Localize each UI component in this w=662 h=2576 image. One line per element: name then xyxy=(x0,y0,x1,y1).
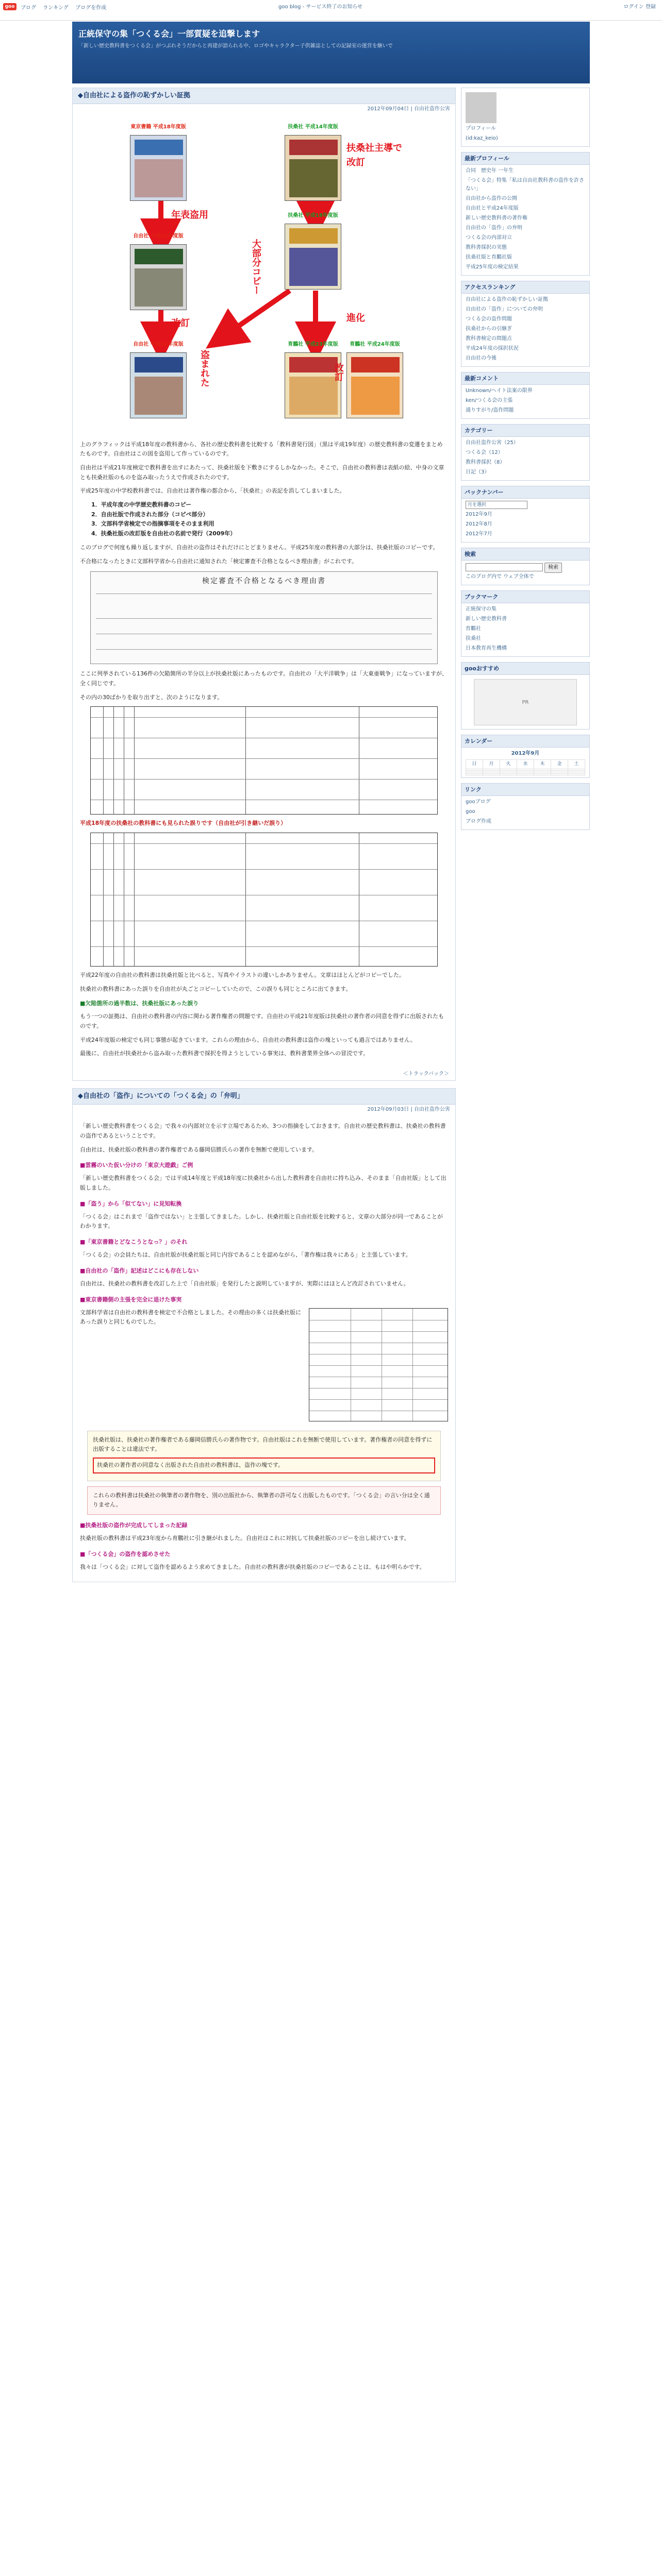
comment-entry[interactable]: Unknown/ヘイト法案の限界 xyxy=(466,388,533,394)
book-jiyusha-h24: 自由社 平成24年度版 xyxy=(130,352,187,418)
calendar xyxy=(461,735,590,777)
calendar-day-header: 木 xyxy=(534,760,551,769)
recent-entry[interactable]: つくる会の内部対立 xyxy=(466,235,512,241)
book-fusosha-h14: 扶桑社 平成14年度版 xyxy=(285,135,341,201)
bookmark-link[interactable]: 育鵬社 xyxy=(466,626,481,632)
rejection-document-title: 検定審査不合格となるべき理由書 xyxy=(202,577,326,586)
label-mostly-copied: 大部分コピー xyxy=(250,239,261,295)
profile-avatar[interactable] xyxy=(466,92,496,123)
top-link-ranking[interactable]: ランキング xyxy=(43,5,69,11)
quote-text: 扶桑社版は、扶桑社の著作権者である藤岡信勝氏らの著作物です。自由社版はこれを無断で使用しています。著作権者の同意を得ずに出版することは違法です。 xyxy=(93,1436,433,1453)
recent-entry[interactable]: 新しい歴史教科書の著作権 xyxy=(466,215,527,222)
goo-recommend xyxy=(461,662,590,730)
footer-link[interactable]: goo xyxy=(466,808,475,815)
paragraph: 自由社は、扶桑社の教科書を改訂した上で「自由社版」を発行したと説明していますが、実際にはほとんど改訂されていません。 xyxy=(80,1280,409,1287)
section-heading: ■東京書籍側の主張を完全に退けた事実 xyxy=(80,1296,182,1303)
paragraph: 最後に、自由社が扶桑社から盗み取った教科書で採択を得ようとしている事実は、教科書業界全体への冒涜です。 xyxy=(80,1050,369,1057)
profile-name[interactable]: プロフィール xyxy=(466,126,496,131)
recent-entries xyxy=(461,152,590,276)
access-ranking xyxy=(461,281,590,367)
blog-description: 「新しい歴史教科書をつくる会」がつぶれそうだからと再建が語られる中、ロゴやキャラクター子供雑誌としての記録室の運営を継いで xyxy=(78,43,393,49)
profile-id: (id:kaz_keio) xyxy=(466,135,498,141)
sidebar-heading: 検索 xyxy=(461,548,589,561)
list-item: 2．自由社版で作成された部分（コピペ部分） xyxy=(91,511,209,518)
paragraph: このブログで何度も繰り返しますが、自由社の盗作はそれだけにとどまりません。平成25年度の教科書の大部分は、扶桑社版のコピーです。 xyxy=(80,544,439,551)
top-links xyxy=(21,4,111,12)
archive-link[interactable]: 2012年7月 xyxy=(466,531,492,537)
quote-box xyxy=(87,1431,441,1481)
blog-header xyxy=(72,22,590,83)
comparison-table xyxy=(309,1308,448,1421)
label-revised-2: 改訂 xyxy=(333,362,344,381)
paragraph: 平成25年度の中学校教科書では、自由社は著作権の都合から、「扶桑社」の表記を消してしまいました。 xyxy=(80,487,345,495)
ad-banner[interactable]: PR xyxy=(474,679,577,725)
article-date[interactable]: 2012年09月04日 | 自由社盗作公害 xyxy=(367,106,450,112)
main-column xyxy=(72,88,456,1589)
paragraph: 自由社は平成21年度検定で教科書を出すにあたって、扶桑社版を下敷きにするしかなかった。そこで、自由社の教科書は表紙の絵、中身の文章とも扶桑社版のものを盗み取ったうえで作成されたのです。 xyxy=(80,464,444,481)
sidebar-heading: ブックマーク xyxy=(461,591,589,603)
footer-link[interactable]: gooブログ xyxy=(466,799,491,805)
article-2 xyxy=(72,1088,456,1582)
comment-entry[interactable]: ken/つくる会の主張 xyxy=(466,398,513,404)
ranking-entry[interactable]: 自由社の今後 xyxy=(466,355,496,362)
section-heading: ■雲霧のいた仮い分けの「東京大遊戯」ご例 xyxy=(80,1162,193,1169)
paragraph: その内の30ばかりを取り出すと、次のようになります。 xyxy=(80,693,223,701)
recent-entry[interactable]: 合同 歴史年 一年生 xyxy=(466,168,514,174)
sidebar-heading: バックナンバー xyxy=(461,486,589,499)
categories xyxy=(461,424,590,481)
top-bar xyxy=(0,0,662,21)
paragraph: 文部科学省は自由社の教科書を検定で不合格としました。その理由の多くは扶桑社版にあった誤りと同じものでした。 xyxy=(80,1309,301,1326)
calendar-day-header: 水 xyxy=(517,760,534,769)
calendar-day-header: 土 xyxy=(568,760,585,769)
search-button[interactable]: 検索 xyxy=(544,563,562,573)
section-heading: ■「つくる会」の盗作を認めさせた xyxy=(80,1550,171,1557)
section-heading: ■扶桑社版の盗作が完成してしまった記録 xyxy=(80,1522,188,1529)
article-1 xyxy=(72,88,456,1081)
paragraph: 「新しい歴史教科書をつくる会」で我々の内部対立を示す立場であるため、3つの指摘をしておきます。自由社の歴史教科書は、扶桑社の教科書の盗作であるということです。 xyxy=(80,1123,446,1139)
calendar-grid xyxy=(466,759,585,775)
search-input[interactable] xyxy=(466,563,543,571)
paragraph: 「つくる会」はこれまで「盗作ではない」と主張してきました。しかし、扶桑社版と自由社版を比較すると、文章の大部分が同一であることがわかります。 xyxy=(80,1213,443,1230)
copy-list xyxy=(80,500,448,539)
archive-select[interactable]: 月を選択 xyxy=(466,501,527,509)
rejection-document xyxy=(90,571,438,664)
defect-table-1 xyxy=(90,706,438,815)
label-stolen: 盗まれた xyxy=(198,349,210,387)
article-date[interactable]: 2012年09月03日 | 自由社盗作公害 xyxy=(367,1106,450,1112)
green-highlight: ■欠陥箇所の過半数は、扶桑社版にあった誤り xyxy=(80,1000,199,1007)
book-fusosha-h18: 扶桑社 平成18年度版 xyxy=(285,224,341,290)
book-ikuhosha-h23: 育鵬社 平成23年度版 xyxy=(285,352,341,418)
ranking-entry[interactable]: 自由社の「盗作」についての弁明 xyxy=(466,307,543,313)
paragraph: 我々は「つくる会」に対して盗作を認めるよう求めてきました。自由社の教科書が扶桑社版のコピーであることは、もはや明らかです。 xyxy=(80,1563,425,1570)
recent-entry[interactable]: 平成25年度の検定結果 xyxy=(466,264,519,270)
category-link[interactable]: 教科書採択（8） xyxy=(466,460,505,466)
recent-comments xyxy=(461,372,590,419)
section-heading: ■自由社の「盗作」記述はどこにも存在しない xyxy=(80,1267,199,1274)
top-link-blog[interactable]: ブログ xyxy=(21,5,36,11)
recent-entry[interactable]: 自由社と平成24年度版 xyxy=(466,206,519,212)
label-fusosha-revision: 扶桑社主導で改訂 xyxy=(346,142,402,168)
sidebar-heading: カレンダー xyxy=(461,735,589,748)
book-tokyo-shoseki-h18: 東京書籍 平成18年度版 xyxy=(130,135,187,201)
calendar-day-header: 火 xyxy=(500,760,517,769)
list-item: 4．扶桑社版の改訂版を自由社の名前で発行（2009年） xyxy=(91,530,236,537)
paragraph: もう一つの証拠は、自由社の教科書の内容に関わる著作権者の問題です。自由社の平成21年度版は扶桑社の著作者の同意を得ずに出版されたものです。 xyxy=(80,1013,444,1030)
recent-entry[interactable]: 教科書採択の実態 xyxy=(466,245,507,251)
paragraph: 扶桑社の教科書にあった誤りを自由社が丸ごとコピーしていたので、この誤りも同じところに出てきます。 xyxy=(80,985,352,992)
profile-box xyxy=(461,88,590,147)
paragraph: 上のグラフィックは平成18年度の教科書から、各社の歴史教科書を比較する「教科書発行図」（黒は平成19年度）の歴史教科書の変遷をまとめたものです。自由社はこの図を盗用して作っているのです。 xyxy=(80,440,443,457)
bookmark-link[interactable]: 新しい歴史教科書 xyxy=(466,616,507,622)
calendar-month: 2012年9月 xyxy=(511,751,540,757)
calendar-day-header: 日 xyxy=(466,760,483,769)
list-item: 3．文部科学省検定での指摘事項をそのまま利用 xyxy=(91,520,214,528)
ranking-entry[interactable]: 平成24年度の採択状況 xyxy=(466,346,519,352)
trackback-link[interactable]: ＜トラックバック＞ xyxy=(403,1071,449,1077)
paragraph: 扶桑社版の教科書は平成23年度から育鵬社に引き継がれました。自由社はこれに対抗して扶桑社版のコピーを出し続けています。 xyxy=(80,1535,410,1542)
paragraph: 「つくる会」の会員たちは、自由社版が扶桑社版と同じ内容であることを認めながら、「著作権は我々にある」と主張しています。 xyxy=(80,1251,411,1259)
sidebar-heading: リンク xyxy=(461,784,589,796)
category-link[interactable]: 日記（3） xyxy=(466,469,490,476)
archive-link[interactable]: 2012年8月 xyxy=(466,521,492,528)
book-jiyusha-h21: 自由社 平成21年度版 xyxy=(130,244,187,310)
recent-entry[interactable]: 扶桑社版と育鵬社版 xyxy=(466,255,512,261)
recent-entry[interactable]: 自由社の「盗作」の弁明 xyxy=(466,225,522,231)
list-item: 1．平成年度の中学歴史教科書のコピー xyxy=(91,501,192,509)
archive-link[interactable]: 2012年9月 xyxy=(466,512,492,518)
sidebar-heading: 最新プロフィール xyxy=(461,152,589,165)
calendar-day-header: 月 xyxy=(483,760,500,769)
category-link[interactable]: 自由社盗作公害（25） xyxy=(466,440,519,446)
label-revised: 改訂 xyxy=(171,317,190,329)
blog-title[interactable]: 正統保守の集「つくる会」一部質疑を追撃します xyxy=(78,29,260,39)
label-chronology-theft: 年表盗用 xyxy=(171,209,208,221)
label-evolution: 進化 xyxy=(346,312,365,324)
goo-logo[interactable]: goo xyxy=(3,3,16,10)
bookmark-link[interactable]: 正統保守の集 xyxy=(466,606,496,613)
paragraph: 「新しい歴史教科書をつくる会」では平成14年度と平成18年度に扶桑社から出した教科書を自由社に持ち込み、そのまま「自由社版」として出版しました。 xyxy=(80,1175,446,1192)
comment-entry[interactable]: 通りすがり/盗作問題 xyxy=(466,408,514,414)
category-link[interactable]: つくる会（12） xyxy=(466,450,503,456)
archives xyxy=(461,486,590,543)
article-title[interactable]: ◆自由社の「盗作」についての「つくる会」の「弁明」 xyxy=(73,1089,455,1105)
ranking-entry[interactable]: 扶桑社からの引継ぎ xyxy=(466,326,512,332)
book-ikuhosha-h24: 育鵬社 平成24年度版 xyxy=(346,352,403,418)
links xyxy=(461,783,590,830)
quote-highlight: 扶桑社の著作者の同意なく出版された自由社の教科書は、盗作の塊です。 xyxy=(93,1458,435,1473)
ranking-entry[interactable]: つくる会の盗作問題 xyxy=(466,316,512,323)
paragraph: 不合格になったときに文部科学省から自由社に通知された「検定審査不合格となるべき理由書」がこれです。 xyxy=(80,557,358,565)
bookmark-link[interactable]: 扶桑社 xyxy=(466,636,481,642)
note-box: これらの教科書は扶桑社の執筆者の著作物を、別の出版社から、執筆者の許可なく出版したものです。「つくる会」の言い分は全く通りません。 xyxy=(87,1486,441,1515)
bookmark-link[interactable]: 日本教育再生機構 xyxy=(466,646,507,652)
recent-entry[interactable]: 「つくる会」特集「私は自由社教科書の盗作を許さない」 xyxy=(466,178,584,192)
bookmarks xyxy=(461,590,590,657)
recent-entry[interactable]: 自由社から盗作の公開 xyxy=(466,196,517,202)
top-link-create[interactable]: ブログを作成 xyxy=(75,5,107,11)
sidebar-heading: gooおすすめ xyxy=(461,663,589,675)
login-links[interactable]: ログイン 登録 xyxy=(623,4,656,10)
paragraph: ここに列挙されている136件の欠陥箇所の半分以上が扶桑社版にあったものです。自由社の「大平洋戦争」は「大東亜戦争」になっていますが、全く同じです。 xyxy=(80,670,448,687)
paragraph: 自由社は、扶桑社版の教科書の著作権者である藤岡信勝氏らの著作を無断で使用しています。 xyxy=(80,1146,318,1153)
paragraph: 平成24年度版の検定でも同じ事態が起きています。これらの理由から、自由社の教科書は盗作の塊といっても過言ではありません。 xyxy=(80,1036,416,1043)
sidebar-heading: アクセスランキング xyxy=(461,281,589,294)
defect-table-2 xyxy=(90,833,438,967)
sidebar-heading: カテゴリー xyxy=(461,425,589,437)
sidebar xyxy=(461,88,590,835)
section-heading: ■「東京書籍とどなこうとなっ？」のそれ xyxy=(80,1239,188,1246)
footer-link[interactable]: ブログ作成 xyxy=(466,818,491,824)
search-box xyxy=(461,548,590,585)
ranking-entry[interactable]: 教科書検定の問題点 xyxy=(466,336,512,342)
paragraph: 平成22年度の自由社の教科書は扶桑社版と比べると、写真やイラストの違いしかありません。文章はほとんどがコピーでした。 xyxy=(80,971,405,978)
ranking-entry[interactable]: 自由社による盗作の恥ずかしい証拠 xyxy=(466,297,548,303)
highlight-line: 平成18年度の扶桑社の教科書にも見られた誤りです（自由社が引き継いだ誤り） xyxy=(80,820,287,827)
textbook-lineage-chart xyxy=(120,121,408,435)
article-title[interactable]: ◆自由社による盗作の恥ずかしい証拠 xyxy=(73,88,455,104)
calendar-day-header: 金 xyxy=(551,760,568,769)
sidebar-heading: 最新コメント xyxy=(461,372,589,385)
section-heading: ■「盗う」から「似てない」に見知転換 xyxy=(80,1200,182,1207)
service-notice-link[interactable]: goo blog - サービス終了のお知らせ xyxy=(278,4,363,10)
search-scope[interactable]: このブログ内で ウェブ全体で xyxy=(466,574,534,580)
